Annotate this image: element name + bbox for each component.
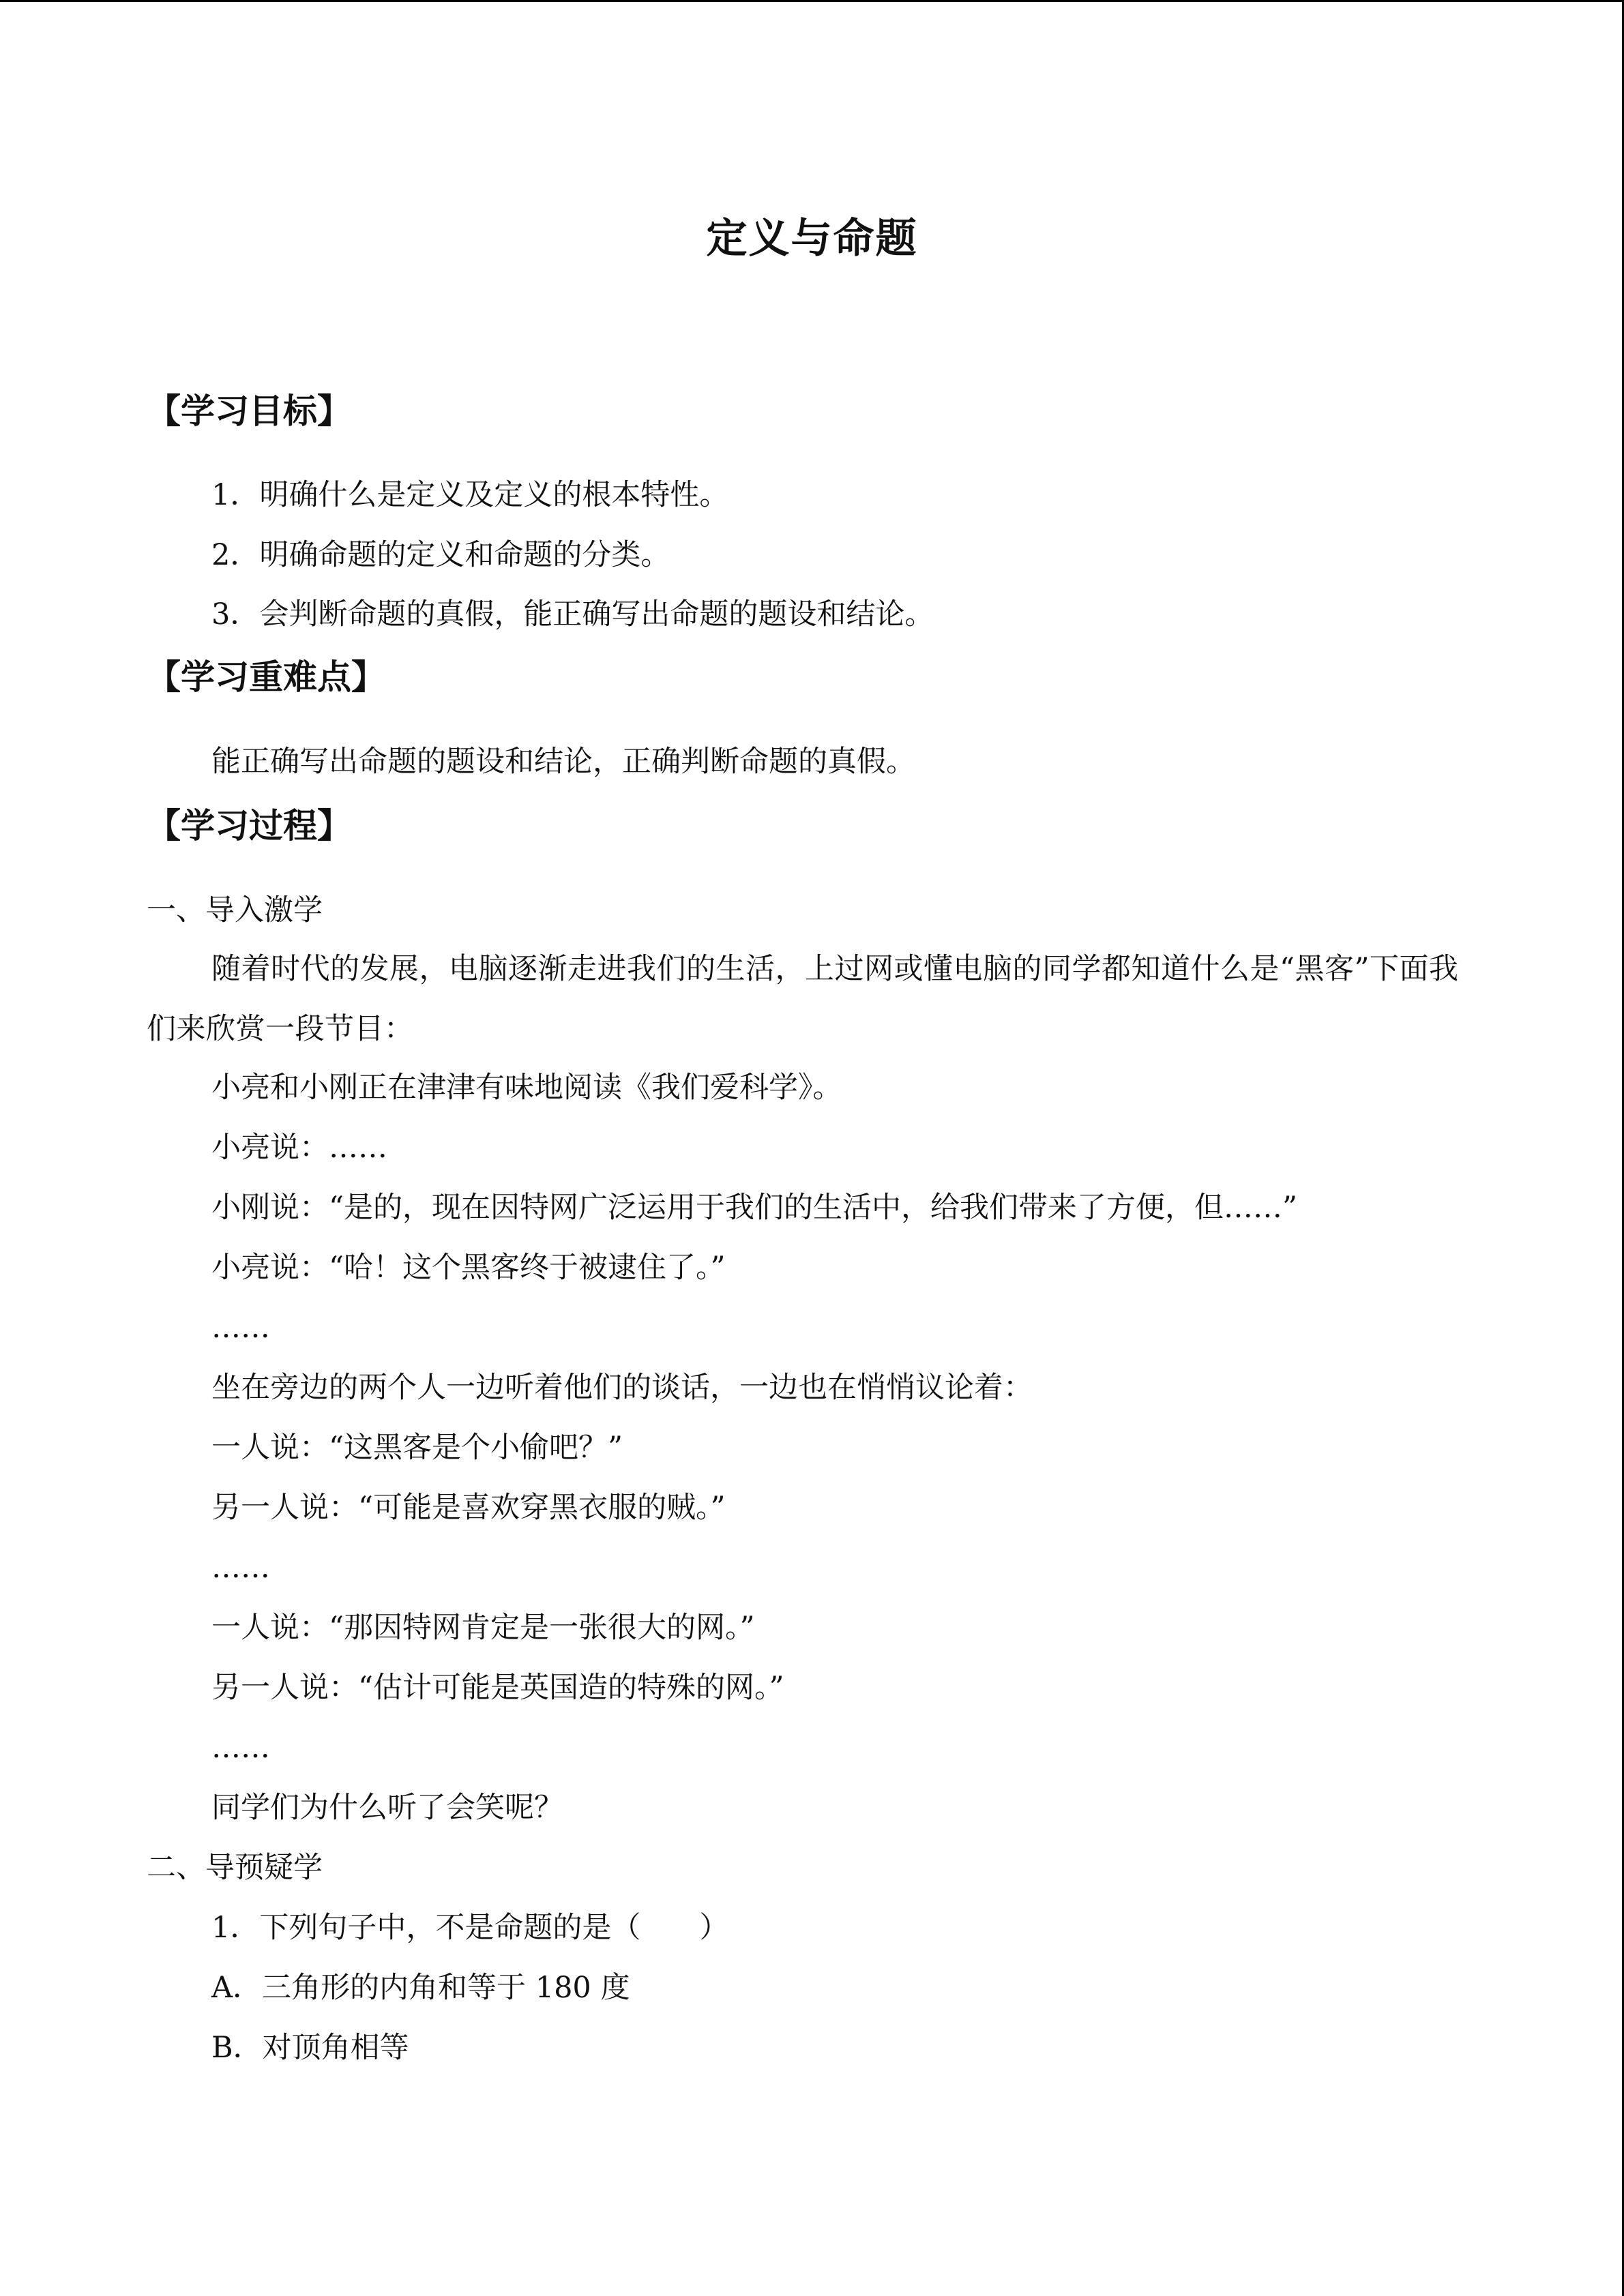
question-1: 1．下列句子中，不是命题的是（ ）: [211, 1911, 729, 1945]
part2-heading: 二、导预疑学: [147, 1851, 323, 1885]
goal-item-2: 2．明确命题的定义和命题的分类。: [211, 538, 670, 572]
goal-item-3: 3．会判断命题的真假，能正确写出命题的题设和结论。: [211, 597, 934, 631]
dialogue-line-4: 小亮说：“哈！这个黑客终于被逮住了。”: [211, 1251, 726, 1285]
dialogue-line-8: 一人说：“那因特网肯定是一张很大的网。”: [211, 1611, 755, 1645]
dialogue-line-6: 一人说：“这黑客是个小偷吧？”: [211, 1431, 623, 1465]
part1-heading: 一、导入激学: [147, 893, 323, 927]
part1-intro-paragraph: 随着时代的发展，电脑逐渐走进我们的生活，上过网或懂电脑的同学都知道什么是“黑客”下面我们来欣赏一段节目：: [147, 952, 1459, 1046]
section-heading-process: 【学习过程】: [147, 806, 351, 846]
goal-item-1: 1．明确什么是定义及定义的根本特性。: [211, 478, 729, 512]
dialogue-ellipsis-2: ……: [211, 1551, 270, 1585]
key-points-text: 能正确写出命题的题设和结论，正确判断命题的真假。: [211, 745, 915, 779]
option-b: B．对顶角相等: [211, 2031, 409, 2065]
dialogue-ellipsis-1: ……: [211, 1311, 270, 1345]
dialogue-line-7: 另一人说：“可能是喜欢穿黑衣服的贼。”: [211, 1491, 726, 1525]
document-title: 定义与命题: [706, 215, 918, 263]
option-a: A．三角形的内角和等于 180 度: [211, 1971, 630, 2005]
dialogue-ellipsis-3: ……: [211, 1731, 270, 1765]
dialogue-line-5: 坐在旁边的两个人一边听着他们的谈话，一边也在悄悄议论着：: [211, 1371, 1033, 1405]
dialogue-line-2: 小亮说：……: [211, 1131, 387, 1165]
dialogue-question: 同学们为什么听了会笑呢？: [211, 1791, 563, 1825]
dialogue-line-3: 小刚说：“是的，现在因特网广泛运用于我们的生活中，给我们带来了方便，但……”: [211, 1191, 1297, 1225]
dialogue-line-1: 小亮和小刚正在津津有味地阅读《我们爱科学》。: [211, 1071, 842, 1105]
section-heading-key-points: 【学习重难点】: [147, 657, 385, 697]
section-heading-goals: 【学习目标】: [147, 391, 351, 431]
dialogue-line-9: 另一人说：“估计可能是英国造的特殊的网。”: [211, 1671, 784, 1705]
